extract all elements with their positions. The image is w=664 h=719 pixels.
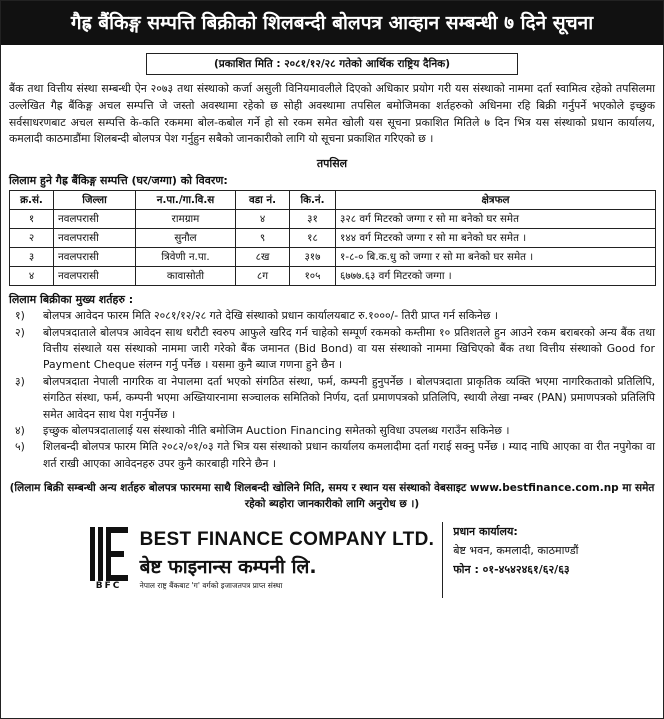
- company-block: [86, 522, 444, 598]
- cell-ward: ८ग: [236, 267, 290, 286]
- table-row: [10, 267, 656, 286]
- col-header-municipality: न.पा./गा.वि.स: [136, 191, 236, 210]
- term-item: [1, 325, 663, 374]
- term-item: [1, 423, 663, 439]
- cell-sn: १: [10, 210, 54, 229]
- col-header-district: जिल्ला: [54, 191, 136, 210]
- term-text: इच्छुक बोलपत्रदातालाई यस संस्थाको नीति बमोजिम Auction Financing समेतको सुविधा उपलब्ध गराउँन सकिनेछ ।: [43, 424, 510, 438]
- term-number: १): [15, 309, 25, 323]
- terms-title: लिलाम बिक्रीका मुख्य शर्तहरु :: [9, 293, 134, 307]
- cell-area: १-८-० बि.क.धु को जग्गा र सो मा बनेको घर समेत ।: [336, 248, 656, 267]
- cell-district: नवलपरासी: [54, 210, 136, 229]
- company-logo: [86, 525, 132, 595]
- table-header-row: [10, 191, 656, 210]
- cell-municipality: त्रिवेणी न.पा.: [136, 248, 236, 267]
- term-item: [1, 439, 663, 472]
- cell-ward: ८ख: [236, 248, 290, 267]
- col-header-sn: क्र.सं.: [10, 191, 54, 210]
- term-number: २): [15, 325, 25, 339]
- property-table: [9, 190, 656, 286]
- col-header-area: क्षेत्रफल: [336, 191, 656, 210]
- col-header-kitta: कि.नं.: [290, 191, 336, 210]
- cell-municipality: कावासोती: [136, 267, 236, 286]
- cell-sn: ३: [10, 248, 54, 267]
- cell-area: ६७७७.६३ वर्ग मिटरको जग्गा ।: [336, 267, 656, 286]
- cell-municipality: रामग्राम: [136, 210, 236, 229]
- office-address: बेष्ट भवन, कमलादी, काठमाण्डौं: [453, 544, 579, 558]
- office-block: [443, 522, 578, 579]
- company-name-en: BEST FINANCE COMPANY LTD.: [139, 529, 435, 551]
- cell-kitta: ३१७: [290, 248, 336, 267]
- publication-date: (प्रकाशित मिति : २०८१/१२/२८ गतेको आर्थिक राष्ट्रिय दैनिक): [146, 53, 518, 75]
- cell-kitta: ३१: [290, 210, 336, 229]
- table-row: [10, 229, 656, 248]
- schedule-title: तपसिल: [316, 157, 348, 171]
- bfc-logo-icon: [86, 525, 132, 583]
- term-text: बोलपत्रदाताले बोलपत्र आवेदन साथ धरौटी स्वरुप आफुले खरिद गर्न चाहेको सम्पूर्ण रकमको कम्तीमा १० प्रतिशतले हुन आउने रकम बराबरको अन्य बैंक तथा वित्तीय संस्थाले यस संस्थाको नाममा जारी गरेको बैंक जमानत (Bid Bond) वा यस संस्थाको नाममा खिचिएको बैंक तथा वित्तीय संस्थाको Good for Payment Cheque संलग्न गर्नु पर्नेछ । यसमा कुनै ब्याज गणना हुने छैन ।: [43, 325, 655, 372]
- cell-area: १४४ वर्ग मिटरको जग्गा र सो मा बनेको घर समेत ।: [336, 229, 656, 248]
- table-row: [10, 248, 656, 267]
- term-text: बोलपत्र आवेदन फारम मिति २०८१/१२/२८ गते देखि संस्थाको प्रधान कार्यालयबाट रु.१०००/- तिरी प्राप्त गर्न सकिनेछ ।: [43, 309, 498, 323]
- cell-district: नवलपरासी: [54, 267, 136, 286]
- cell-municipality: सुनौल: [136, 229, 236, 248]
- term-number: ५): [15, 440, 25, 454]
- term-number: ३): [15, 374, 25, 388]
- term-text: शिलबन्दी बोलपत्र फारम मिति २०८२/०१/०३ गते भित्र यस संस्थाको प्रधान कार्यालय कमलादीमा दर्ता गराई सक्नु पर्नेछ । म्याद नाघि आएका वा रीत नपुगेका वा शर्त राखी आएका आवेदनहरु उपर कुनै कारबाही गरिने छैन ।: [43, 440, 655, 470]
- cell-sn: २: [10, 229, 54, 248]
- company-names: [140, 529, 435, 591]
- signature-block: [1, 522, 663, 598]
- office-label: प्रधान कार्यालय:: [453, 525, 518, 539]
- notice-title: गैह्र बैंकिङ्ग सम्पत्ति बिक्रीको शिलबन्दी बोलपत्र आव्हान सम्बन्धी ७ दिने सूचना: [1, 1, 663, 45]
- intro-paragraph: बैंक तथा वित्तीय संस्था सम्बन्धी ऐन २०७३ तथा संस्थाको कर्जा असुली विनियमावलीले दिएको अधिकार प्रयोग गरी यस संस्थाको नाममा दर्ता स्वामित्व रहेको तपसिलमा उल्लेखित गैह्र बैंकिङ्ग अचल सम्पत्ति जे जस्तो अवस्थामा रहेको छ सोही अवस्थामा तपसिल बमोजिमका शर्तहरुको अधिनमा रहि बिक्री गर्नुपर्ने भएकोले इच्छुक सर्वसाधरणबाट अचल सम्पत्ति के-कति रकममा बोल-कबोल गर्ने हो सो रकम समेत खोली यस सूचना प्रकाशित मितिले ७ दिन भित्र यस संस्थाको प्रधान कार्यालय, कमलादी काठमाडौंमा शिलबन्दी बोलपत्र पेश गर्नुहुन सबैको जानकारीको लागि यो सूचना प्रकाशित गरिएको छ ।: [9, 82, 655, 146]
- table-heading: लिलाम हुने गैह्र बैंकिङ्ग सम्पत्ति (घर/जग्गा) को विवरण:: [9, 174, 228, 188]
- logo-text: BFC: [95, 581, 122, 592]
- term-item: [1, 308, 663, 324]
- cell-kitta: १८: [290, 229, 336, 248]
- footer-note: (लिलाम बिक्री सम्बन्धी अन्य शर्तहरु बोलपत्र फारममा साथै शिलबन्दी खोलिने मिति, समय र स्थान यस संस्थाको वेबसाइट www.bestfinance.com.np मा समेत रहेको ब्यहोरा जानकारीको लागि अनुरोध छ ।): [9, 482, 655, 511]
- office-phone: फोन : ०१-४५४२४६१/६२/६३: [453, 563, 570, 577]
- company-license-note: नेपाल राष्ट्र बैंकबाट 'ग' वर्गको इजाजतपत्र प्राप्त संस्था: [139, 581, 283, 591]
- term-item: [1, 374, 663, 423]
- col-header-ward: वडा नं.: [236, 191, 290, 210]
- cell-district: नवलपरासी: [54, 248, 136, 267]
- cell-ward: ४: [236, 210, 290, 229]
- company-name-np: बेष्ट फाइनान्स कम्पनी लि.: [139, 556, 317, 579]
- cell-ward: ९: [236, 229, 290, 248]
- cell-area: ३२८ वर्ग मिटरको जग्गा र सो मा बनेको घर समेत: [336, 210, 656, 229]
- term-number: ४): [15, 424, 25, 438]
- table-row: [10, 210, 656, 229]
- cell-district: नवलपरासी: [54, 229, 136, 248]
- term-text: बोलपत्रदाता नेपाली नागरिक वा नेपालमा दर्ता भएको संगठित संस्था, फर्म, कम्पनी हुनुपर्नेछ । बोलपत्रदाता प्राकृतिक व्यक्ति भएमा नागरिकताको प्रतिलिपि, संगठित संस्था, फर्म, कम्पनी भएमा अख्तियारनामा सञ्चालक समितिको निर्णय, दर्ता प्रमाणपत्रको प्रतिलिपि, स्थायी लेखा नम्बर (PAN) प्रमाणपत्रको प्रतिलिपि समेत आवेदन साथ पेश गर्नुपर्नेछ ।: [43, 374, 656, 421]
- cell-sn: ४: [10, 267, 54, 286]
- terms-list: [1, 308, 663, 472]
- cell-kitta: १०५: [290, 267, 336, 286]
